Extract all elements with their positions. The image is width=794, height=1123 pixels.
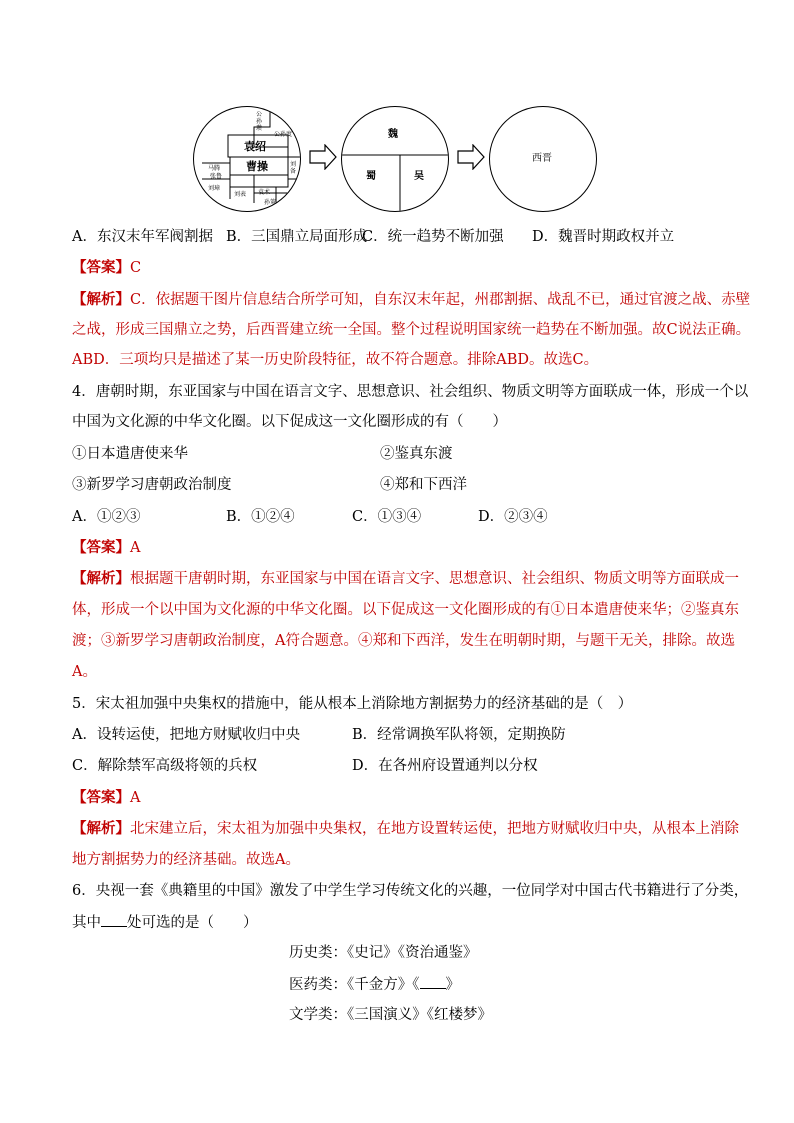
- analysis-text: 根据题干唐朝时期，东亚国家与中国在语言文字、思想意识、社会组织、物质文明等方面联成一: [130, 571, 739, 587]
- arrow-right-icon: [309, 144, 337, 170]
- q4-analysis-3: 渡；③新罗学习唐朝政治制度，A符合题意。④郑和下西洋，发生在明朝时期，与题干无关，排除。故选: [72, 633, 735, 649]
- q4-item-2: ②鉴真东渡: [380, 446, 453, 462]
- q3-answer: [72, 258, 141, 278]
- label-wu: 吴: [414, 171, 424, 182]
- q6-medicine-text: 医药类：《千金方》《: [289, 977, 420, 993]
- label-shu: 蜀: [366, 171, 376, 182]
- analysis-label: 【解析】: [72, 570, 130, 587]
- q5-option-c: C．解除禁军高级将领的兵权: [72, 758, 258, 774]
- q3-analysis-1: [72, 290, 750, 310]
- label-zhanglu: 张鲁: [210, 173, 223, 180]
- q6-stem-prefix: 其中: [72, 915, 101, 931]
- q4-option-c: C．①③④: [352, 509, 422, 525]
- q3-option-d: D．魏晋时期政权并立: [532, 229, 675, 245]
- q3-analysis-2: 之战，形成三国鼎立之势，后西晋建立统一全国。整个过程说明国家统一趋势在不断加强。故C说法正确。: [72, 322, 751, 338]
- q5-option-d: D．在各州府设置通判以分权: [352, 758, 538, 774]
- three-kingdoms-borders: [342, 107, 449, 212]
- q4-option-a: A．①②③: [72, 509, 141, 525]
- q5-option-a: A．设转运使，把地方财赋收归中央: [72, 727, 300, 743]
- q6-line-history: 历史类：《史记》《资治通鉴》: [289, 945, 478, 961]
- q6-medicine-end: 》: [445, 977, 460, 993]
- q4-stem-1: 4．唐朝时期，东亚国家与中国在语言文字、思想意识、社会组织、物质文明等方面联成一体，形成一个以: [72, 384, 749, 400]
- label-gongsundu: 公孙度: [274, 131, 293, 138]
- label-gongsunzan: 公孙瓒: [256, 111, 263, 132]
- analysis-label: 【解析】: [72, 291, 130, 308]
- q5-option-b: B．经常调换军队将领，定期换防: [352, 727, 566, 743]
- q4-item-4: ④郑和下西洋: [380, 477, 467, 493]
- label-xijin: 西晋: [532, 153, 552, 164]
- q5-analysis-1: [72, 819, 739, 839]
- q4-item-3: ③新罗学习唐朝政治制度: [72, 477, 232, 493]
- label-mateng: 马腾: [208, 165, 221, 172]
- q6-line-medicine: [289, 974, 460, 995]
- q6-blank: [101, 912, 127, 927]
- q3-option-b: B．三国鼎立局面形成: [226, 229, 368, 245]
- western-jin-map: [489, 106, 597, 212]
- answer-label: 【答案】: [72, 539, 130, 556]
- q4-option-b: B．①②④: [226, 509, 295, 525]
- q4-stem-2: 中国为文化源的中华文化圈。以下促成这一文化圈形成的有（ ）: [72, 414, 507, 430]
- q6-stem-1: 6．央视一套《典籍里的中国》激发了中学生学习传统文化的兴趣，一位同学对中国古代书籍进行了分类，: [72, 883, 749, 899]
- answer-label: 【答案】: [72, 789, 130, 806]
- q4-analysis-4: A。: [72, 664, 97, 680]
- answer-value: A: [130, 790, 141, 806]
- q4-answer: [72, 538, 140, 558]
- q3-option-c: C．统一趋势不断加强: [362, 229, 504, 245]
- analysis-label: 【解析】: [72, 820, 130, 837]
- label-liuzhang: 刘璋: [208, 185, 221, 192]
- q5-stem: 5．宋太祖加强中央集权的措施中，能从根本上消除地方割据势力的经济基础的是（ ）: [72, 696, 633, 712]
- q3-option-a: A．东汉末年军阀割据: [72, 229, 213, 245]
- label-caocao: 曹操: [246, 160, 268, 173]
- arrow-right-icon: [457, 144, 485, 170]
- label-yuanshu: 袁术: [258, 189, 271, 196]
- three-kingdoms-map: [341, 106, 449, 212]
- answer-value: C: [130, 260, 142, 276]
- warlords-map: [193, 106, 301, 212]
- label-liubei: 刘备: [290, 161, 297, 175]
- label-wei: 魏: [388, 129, 398, 140]
- q5-answer: [72, 788, 140, 808]
- q4-analysis-2: 体，形成一个以中国为文化源的中华文化圈。以下促成这一文化圈形成的有①日本遣唐使来华；②鉴真东: [72, 602, 739, 618]
- q6-medicine-blank: [420, 974, 446, 989]
- q4-item-1: ①日本遣唐使来华: [72, 446, 188, 462]
- analysis-text: C．依据题干图片信息结合所学可知，自东汉末年起，州郡割据、战乱不已，通过官渡之战、赤壁: [130, 292, 751, 308]
- q3-analysis-3: ABD．三项均只是描述了某一历史阶段特征，故不符合题意。排除ABD。故选C。: [72, 352, 599, 368]
- analysis-text: 北宋建立后，宋太祖为加强中央集权，在地方设置转运使，把地方财赋收归中央，从根本上消除: [130, 821, 739, 837]
- history-maps-figure: [193, 106, 603, 212]
- answer-label: 【答案】: [72, 259, 130, 276]
- label-liubiao: 刘表: [234, 191, 247, 198]
- q4-analysis-1: [72, 569, 739, 589]
- label-sunce: 孙策: [264, 199, 277, 206]
- label-yuanshao: 袁绍: [244, 140, 266, 153]
- q4-option-d: D．②③④: [478, 509, 548, 525]
- q6-stem-2: [72, 912, 258, 933]
- answer-value: A: [130, 540, 141, 556]
- q6-stem-suffix: 处可选的是（ ）: [127, 915, 258, 931]
- q5-analysis-2: 地方割据势力的经济基础。故选A。: [72, 852, 300, 868]
- q6-line-literature: 文学类：《三国演义》《红楼梦》: [289, 1007, 492, 1023]
